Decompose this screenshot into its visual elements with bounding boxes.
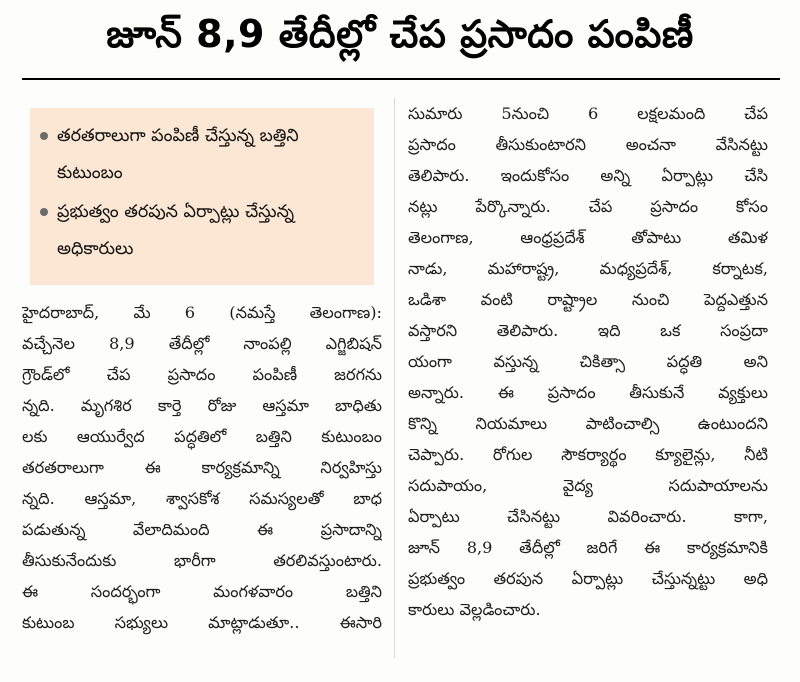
highlight-text: ప్రభుత్వం తరపున ఏర్పాట్లు చేస్తున్న అధికారులు [57,202,295,259]
highlight-item [40,118,364,192]
body-line: ఏర్పాటు చేసినట్టు వివరించారు. కాగా, [408,507,768,526]
body-line: తెలిపారు. ఇందుకోసం అన్ని ఏర్పాట్లు చేసి [408,166,768,185]
body-line: నాడు, మహారాష్ట్ర, మధ్యప్రదేశ్‌, కర్నాటక, [408,259,768,278]
bullet-icon [40,208,48,216]
body-line: న్నది. ఆస్తమా, శ్వాసకోశ సమస్యలతో బాధ [22,489,382,508]
body-line: ఒడిశా వంటి రాష్ట్రాల నుంచి పెద్దఎత్తున [408,290,768,309]
body-line: నట్లు పేర్కొన్నారు. చేప ప్రసాదం కోసం [408,197,768,216]
column-divider [394,98,395,658]
highlight-item [40,194,364,268]
body-line: తీసుకునేందుకు భారీగా తరలివస్తుంటారు. [22,551,382,570]
highlight-text: తరతరాలుగా పంపిణీ చేస్తున్న బత్తిని కుటుంబం [57,126,299,183]
body-line: కొన్ని నియమాలు పాటించాల్సి ఉంటుందని [408,414,768,433]
body-line: ఈ సందర్భంగా మంగళవారం బత్తిని [22,582,382,601]
headline: జూన్‌ 8,9 తేదీల్లో చేప ప్రసాదం పంపిణీ [106,12,694,56]
body-line: పడుతున్న వేలాదిమంది ఈ ప్రసాదాన్ని [22,520,382,539]
body-line: వచ్చేనెల 8,9 తేదీల్లో నాంపల్లి ఎగ్జిబిషన్‌ [22,334,382,353]
bullet-icon [40,132,48,140]
body-line: న్నది. మృగశిర కార్తె రోజు ఆస్తమా బాధితు [22,396,382,415]
body-line: కారులు వెల్లడించారు. [408,600,541,619]
body-line: ప్రసాదం తీసుకుంటారని అంచనా వేసినట్టు [408,135,768,154]
body-line: తరతరాలుగా ఈ కార్యక్రమాన్ని నిర్వహిస్తు [22,458,382,477]
left-column [22,297,382,638]
body-line: యంగా వస్తున్న చికిత్సా పద్ధతి అని [408,352,768,371]
body-line: తెలంగాణ, ఆంధ్రప్రదేశ్‌ తోపాటు తమిళ [408,228,768,247]
body-line: ప్రభుత్వం తరపున ఏర్పాట్లు చేస్తున్నట్టు అధి [408,569,768,588]
body-line: అన్నారు. ఈ ప్రసాదం తీసుకునే వ్యక్తులు [408,383,768,402]
body-line: వస్తారని తెలిపారు. ఇది ఒక సంప్రదా [408,321,768,340]
body-line: చెప్పారు. రోగుల సౌకర్యార్థం క్యూలైన్లు, నీటి [408,445,768,464]
body-line: గ్రౌండ్‌లో చేప ప్రసాదం పంపిణీ జరగను [22,365,382,384]
body-line: లకు ఆయుర్వేద పద్ధతిలో బత్తిని కుటుంబం [22,427,382,446]
headline-rule [22,78,780,80]
body-line: కుటుంబ సభ్యులు మాట్లాడుతూ.. ఈసారి [22,613,382,632]
body-line: జూన్‌ 8,9 తేదీల్లో జరిగే ఈ కార్యక్రమానికి [408,538,768,557]
body-line: సుమారు 5నుంచి 6 లక్షలమంది చేప [408,104,768,123]
body-line: హైదరాబాద్‌, మే 6 (నమస్తే తెలంగాణ): [22,303,382,322]
body-line: సదుపాయం, వైద్య సదుపాయాలను [408,476,768,495]
right-column [408,98,768,625]
highlights-box [30,108,374,285]
